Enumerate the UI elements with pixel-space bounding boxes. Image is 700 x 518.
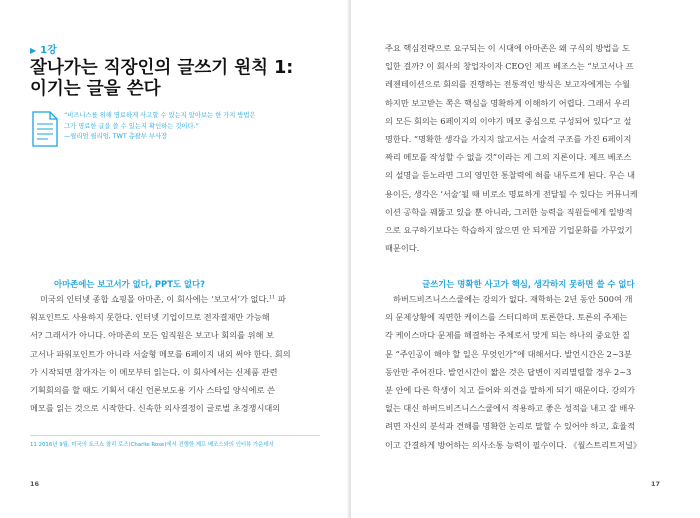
body-line: 주요 핵심전략으로 요구되는 이 시대에 아마존은 왜 구식의 방법을 도	[385, 43, 630, 53]
quote-attribution: —윌리엄 윌리엄, TWT 총괄부 부사장	[64, 133, 168, 140]
body-line: 하지만 보고받는 쪽은 핵심을 명확하게 이해하기 어렵다. 그래서 우리	[385, 97, 630, 108]
body-line: 레젠테이션으로 회의를 진행하는 전통적인 방식은 보고자에게는 수월	[385, 79, 630, 90]
page-number: 17	[651, 480, 661, 488]
body-line: 기획회의를 할 때도 기획서 대신 언론보도용 기사 스타일 양식에로 쓴	[30, 385, 275, 396]
epigraph-quote	[64, 111, 334, 143]
body-line: 의 문제상황에 직면한 케이스를 스터디하며 토론한다. 토론의 주제는	[385, 312, 628, 323]
body-line: 용이든, 생각은 ‘서술’될 때 비로소 명료하게 전달될 수 있다는 커뮤니케	[385, 188, 638, 199]
triangle-right-icon: ▶	[30, 46, 37, 55]
left-page	[0, 0, 349, 518]
document-lines-icon	[31, 111, 59, 147]
body-line: 서? 그래서가 아니다. 아마존의 모든 임직원은 보고나 회의를 위해 보	[30, 330, 274, 341]
quote-line: 그가 명료한 글을 쓸 수 있는지 확인하는 것이다.”	[64, 122, 199, 130]
body-line: 명한다. “명확한 생각을 가지지 않고서는 서술적 구조를 가진 6페이지	[385, 134, 632, 145]
body-line: 의 모든 회의는 6페이지의 이야기 메모 중심으로 구성되어 있다”고 설	[385, 115, 632, 126]
chapter-label	[30, 41, 57, 56]
body-line: 으로 요구하기보다는 학습하지 않으면 안 되게끔 기업문화를 가꾸었기	[385, 225, 633, 236]
footnote-marker: 11	[268, 294, 276, 301]
body-line: 동안만 주어진다. 발언시간이 짧은 것은 답변이 지리멸렬할 경우 2~3	[385, 366, 632, 377]
body-line: 분 안에 다른 학생이 치고 들어와 의견을 말하게 되기 때문이다. 강의가	[385, 385, 636, 396]
body-line: 려면 자신의 분석과 견해를 명확한 논리로 말할 수 있어야 하고, 효율적	[385, 421, 636, 432]
section-heading: 글쓰기는 명확한 사고가 핵심, 생각하지 못하면 쓸 수 없다	[422, 279, 635, 289]
title-line: 이기는 글을 쓴다	[30, 79, 161, 99]
chapter-title	[30, 58, 330, 100]
right-page	[351, 0, 700, 518]
body-line: 미국의 인터넷 종합 쇼핑몰 아마존, 이 회사에는 ‘보고서’가 없다.$^{11}$ 파	[40, 294, 286, 304]
body-line: 이고 간결하게 방어하는 의사소통 능력이 필수이다. 《월스트리트저널》	[385, 439, 642, 450]
body-line: 이션 공학을 꿰뚫고 있을 뿐 아니라, 그러한 능력을 직원들에게 일방적	[385, 206, 633, 217]
body-line: 각 케이스마다 문제를 해결하는 주체로서 맞게 되는 하나의 중요한 질	[385, 330, 630, 341]
body-line: 고서나 파워포인트가 아니라 서술형 메모를 6페이지 내외 써야 한다. 회의	[30, 348, 291, 359]
body-line: 메모를 읽는 것으로 시작한다. 신속한 의사결정이 글로벌 초경쟁시대의	[30, 403, 281, 414]
body-text	[30, 290, 291, 417]
body-text	[385, 39, 638, 257]
body-text	[385, 290, 641, 454]
section-heading: 아마존에는 보고서가 없다, PPT도 없다?	[54, 279, 205, 289]
body-line: 의 설명을 듣노라면 그의 영민한 통찰력에 혀를 내두르게 된다. 무슨 내	[385, 170, 636, 181]
body-line: 문 “주인공이 해야 할 일은 무엇인가”에 대해서다. 발언시간은 2~3분	[385, 348, 632, 359]
quote-line: “비즈니스를 위해 명료하게 사고할 수 있는지 알아보는 한 가지 방법은	[64, 112, 256, 119]
body-line: 하버드비즈니스스쿨에는 강의가 없다. 재학하는 2년 동안 500여 개	[393, 294, 633, 304]
body-line: 짜리 메모를 작성할 수 없을 것”이라는 게 그의 지론이다. 제프 베조스	[385, 152, 632, 163]
body-line: 입한 걸까? 이 회사의 창업자이자 CEO인 제프 베조스는 “보고서나 프	[385, 61, 634, 72]
footnote-divider	[30, 435, 320, 436]
chapter-number: 1강	[40, 45, 57, 56]
body-line: 워포인트도 사용하지 못한다. 인터넷 기업이므로 전자결재만 가능해	[30, 312, 270, 323]
body-line: 가 시작되면 참가자는 이 메모부터 읽는다. 이 회사에서는 신제품 관련	[30, 366, 278, 377]
page-number: 16	[30, 480, 40, 488]
body-line: 때문이다.	[385, 243, 420, 254]
title-line: 잘나가는 직장인의 글쓰기 원칙 1:	[30, 58, 294, 78]
footnote: 11 2016년 9월, 미국의 토크쇼 찰리 로즈(Charlie Rose)에서 진행한 제프 베조스와의 인터뷰 가운데서	[30, 442, 274, 448]
body-line: 없는 대신 하버드비즈니스스쿨에서 적용하고 좋은 성적을 내고 잘 배우	[385, 403, 636, 414]
